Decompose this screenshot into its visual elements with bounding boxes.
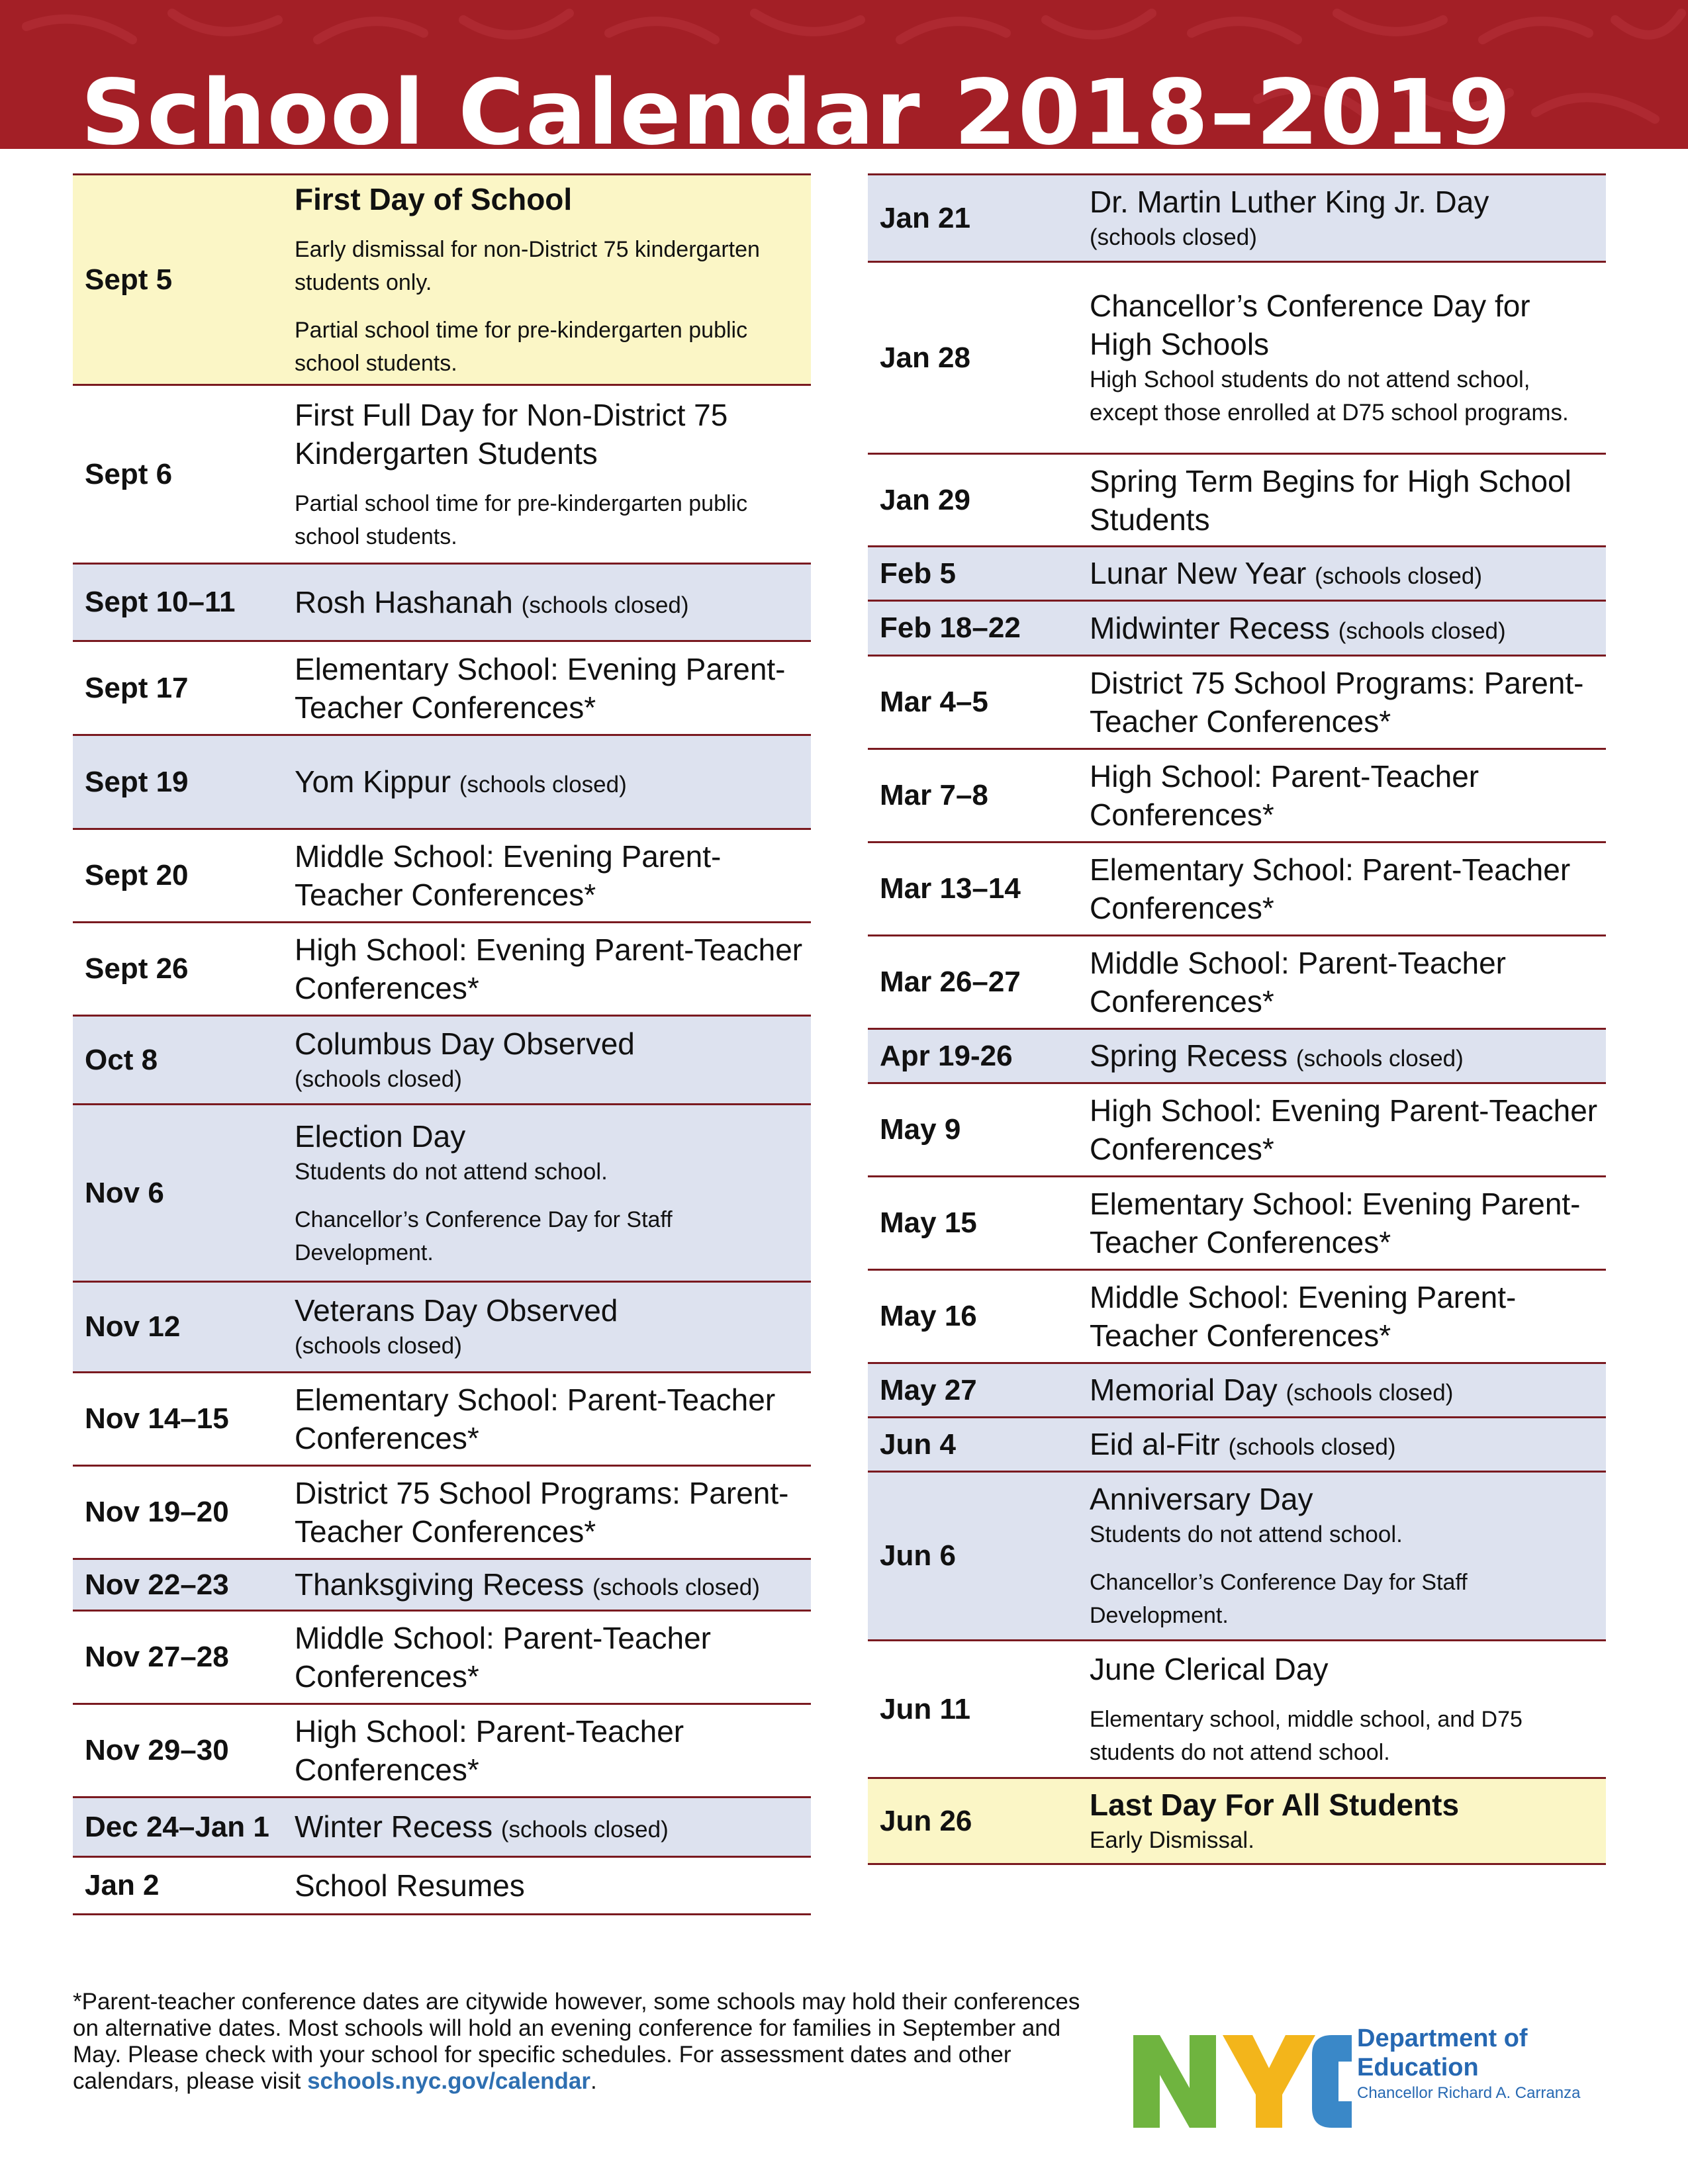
- calendar-row: [73, 1856, 811, 1915]
- event-description: [1090, 1036, 1599, 1075]
- event-description: [295, 1712, 804, 1789]
- event-note: Chancellor’s Conference Day for Staff Development.: [295, 1206, 673, 1265]
- calendar-row: [868, 261, 1606, 453]
- event-title: Thanksgiving Recess: [295, 1567, 585, 1602]
- event-note: Elementary school, middle school, and D75 students do not attend school.: [1090, 1706, 1523, 1765]
- event-title: June Clerical Day: [1090, 1651, 1329, 1686]
- event-title: Elementary School: Evening Parent-Teacher Conferences*: [1090, 1187, 1581, 1259]
- event-description: [1090, 1480, 1599, 1632]
- event-description: [295, 1024, 804, 1096]
- calendar-link[interactable]: schools.nyc.gov/calendar: [307, 2068, 591, 2094]
- event-title: Spring Recess: [1090, 1038, 1288, 1073]
- event-date: Sept 20: [85, 859, 189, 891]
- event-subtitle: Early Dismissal.: [1090, 1827, 1254, 1853]
- event-description: [295, 1117, 804, 1269]
- event-title: District 75 School Programs: Parent-Teacher Conferences*: [1090, 666, 1584, 739]
- calendar-row: [73, 921, 811, 1015]
- event-description: [295, 1807, 804, 1846]
- event-description: [295, 180, 804, 380]
- event-description: [295, 762, 804, 801]
- event-subtitle: (schools closed): [295, 1333, 462, 1359]
- event-note: Early dismissal for non-District 75 kindergarten students only.: [295, 236, 760, 295]
- calendar-row: [73, 563, 811, 640]
- event-date: Nov 19–20: [85, 1496, 229, 1528]
- event-date: Sept 6: [85, 457, 173, 490]
- event-date: Sept 17: [85, 671, 189, 704]
- event-description: [1090, 944, 1599, 1021]
- event-description: [295, 650, 804, 727]
- event-date: Jun 26: [880, 1804, 972, 1837]
- event-subtitle: (schools closed): [295, 1066, 462, 1092]
- event-title: Middle School: Parent-Teacher Conferences*: [1090, 946, 1506, 1019]
- calendar-row: [868, 1362, 1606, 1416]
- event-date: May 27: [880, 1373, 977, 1406]
- event-date: May 9: [880, 1113, 961, 1146]
- calendar-row: [868, 1416, 1606, 1471]
- event-status: (schools closed): [1295, 1046, 1464, 1071]
- event-description: [1090, 183, 1599, 254]
- event-title: High School: Parent-Teacher Conferences*: [295, 1714, 684, 1787]
- event-description: [1090, 1786, 1599, 1857]
- calendar-column-right: [868, 173, 1606, 1865]
- event-note: Partial school time for pre-kindergarten public school students.: [295, 490, 748, 549]
- calendar-row: [868, 600, 1606, 655]
- event-date: Nov 12: [85, 1310, 181, 1343]
- event-title: Eid al-Fitr: [1090, 1427, 1220, 1461]
- calendar-row: [868, 1639, 1606, 1777]
- event-date: Nov 27–28: [85, 1641, 229, 1673]
- event-title: Midwinter Recess: [1090, 610, 1330, 645]
- event-description: [1090, 1185, 1599, 1261]
- event-description: [1090, 850, 1599, 927]
- event-title: Last Day For All Students: [1090, 1787, 1460, 1822]
- event-description: [295, 1565, 804, 1604]
- event-title: Elementary School: Parent-Teacher Conferences*: [1090, 852, 1571, 925]
- event-title: Middle School: Parent-Teacher Conferences*: [295, 1621, 711, 1694]
- event-description: [1090, 757, 1599, 834]
- calendar-row: [73, 1703, 811, 1796]
- event-date: Mar 7–8: [880, 779, 988, 811]
- event-description: [295, 1619, 804, 1696]
- event-title: Middle School: Evening Parent-Teacher Conferences*: [1090, 1280, 1517, 1353]
- event-description: [295, 1474, 804, 1551]
- calendar-row: [868, 841, 1606, 934]
- event-date: Sept 26: [85, 952, 189, 985]
- event-title: High School: Parent-Teacher Conferences*: [1090, 759, 1479, 832]
- event-description: [1090, 1278, 1599, 1355]
- event-date: May 15: [880, 1206, 977, 1239]
- event-date: Jun 6: [880, 1539, 956, 1572]
- event-subtitle: (schools closed): [1090, 224, 1257, 250]
- footnote: [73, 1989, 1086, 2095]
- calendar-row: [73, 1558, 811, 1610]
- calendar-row: [868, 934, 1606, 1028]
- event-note: Chancellor’s Conference Day for Staff Development.: [1090, 1570, 1468, 1628]
- calendar-row: [73, 384, 811, 563]
- event-description: [295, 1381, 804, 1457]
- calendar-row: [868, 545, 1606, 600]
- calendar-row: [73, 1103, 811, 1281]
- event-date: Nov 6: [85, 1176, 164, 1209]
- calendar-column-left: [73, 173, 811, 1915]
- event-status: (schools closed): [521, 592, 689, 618]
- calendar-row: [868, 748, 1606, 841]
- event-title: Yom Kippur: [295, 764, 451, 799]
- event-description: [295, 583, 804, 622]
- calendar-row: [73, 1796, 811, 1856]
- calendar-row: [73, 828, 811, 921]
- event-title: Dr. Martin Luther King Jr. Day: [1090, 184, 1489, 219]
- event-description: [1090, 609, 1599, 648]
- calendar-row: [868, 453, 1606, 545]
- calendar-row: [868, 1082, 1606, 1175]
- event-title: School Resumes: [295, 1868, 525, 1903]
- event-description: [1090, 1091, 1599, 1168]
- calendar-row: [73, 734, 811, 828]
- event-status: (schools closed): [1286, 1380, 1454, 1406]
- event-description: [295, 1866, 804, 1905]
- event-date: Sept 19: [85, 765, 189, 798]
- calendar-row: [73, 1465, 811, 1558]
- event-date: Nov 29–30: [85, 1734, 229, 1766]
- logo-line-1: Department of: [1357, 2025, 1528, 2052]
- event-date: Dec 24–Jan 1: [85, 1810, 269, 1843]
- event-description: [295, 837, 804, 914]
- logo-line-2: Education: [1357, 2054, 1479, 2081]
- event-description: [295, 396, 804, 553]
- calendar-row: [868, 173, 1606, 261]
- event-date: Sept 5: [85, 263, 173, 296]
- event-status: (schools closed): [1338, 617, 1506, 644]
- event-title: First Day of School: [295, 181, 573, 216]
- event-title: Winter Recess: [295, 1809, 493, 1844]
- event-description: [1090, 1425, 1599, 1464]
- event-subtitle: High School students do not attend school, except those enrolled at D75 school programs.: [1090, 366, 1569, 426]
- event-date: Jun 4: [880, 1428, 956, 1461]
- event-title: District 75 School Programs: Parent-Teacher Conferences*: [295, 1476, 789, 1549]
- event-date: Mar 13–14: [880, 872, 1021, 905]
- calendar-row: [868, 1777, 1606, 1865]
- logo-line-3: Chancellor Richard A. Carranza: [1357, 2084, 1581, 2102]
- event-description: [1090, 554, 1599, 593]
- calendar-row: [868, 1269, 1606, 1362]
- calendar-row: [73, 640, 811, 734]
- event-date: Oct 8: [85, 1043, 158, 1076]
- event-title: Anniversary Day: [1090, 1482, 1313, 1516]
- event-date: Nov 22–23: [85, 1568, 229, 1601]
- event-date: Jan 28: [880, 341, 970, 374]
- header-banner: [0, 0, 1688, 149]
- event-note: Partial school time for pre-kindergarten public school students.: [295, 317, 748, 376]
- calendar-row: [868, 655, 1606, 748]
- event-date: Sept 10–11: [85, 586, 236, 618]
- event-description: [1090, 462, 1599, 539]
- event-date: Feb 18–22: [880, 612, 1021, 644]
- event-date: Jan 2: [85, 1869, 160, 1901]
- event-date: Jan 21: [880, 201, 970, 234]
- event-status: (schools closed): [459, 772, 627, 797]
- event-description: [1090, 1650, 1599, 1769]
- event-subtitle: Students do not attend school.: [1090, 1522, 1403, 1547]
- event-description: [1090, 287, 1599, 430]
- calendar-row: [868, 1175, 1606, 1269]
- calendar-row: [868, 1471, 1606, 1639]
- event-status: (schools closed): [500, 1817, 669, 1843]
- event-status: (schools closed): [1228, 1434, 1396, 1460]
- event-status: (schools closed): [592, 1574, 760, 1600]
- calendar-row: [73, 1610, 811, 1703]
- event-title: First Full Day for Non-District 75 Kindergarten Students: [295, 397, 728, 471]
- event-title: Lunar New Year: [1090, 556, 1307, 590]
- event-title: Veterans Day Observed: [295, 1293, 618, 1328]
- event-title: Spring Term Begins for High School Students: [1090, 463, 1571, 537]
- event-title: High School: Evening Parent-Teacher Conferences*: [295, 933, 803, 1005]
- event-description: [295, 1291, 804, 1363]
- event-title: Middle School: Evening Parent-Teacher Conferences*: [295, 839, 722, 912]
- event-status: (schools closed): [1315, 563, 1483, 589]
- logo-text: [1357, 2024, 1581, 2105]
- event-description: [1090, 1371, 1599, 1410]
- event-date: Apr 19-26: [880, 1039, 1013, 1072]
- event-date: Jan 29: [880, 483, 970, 516]
- event-title: Columbus Day Observed: [295, 1026, 635, 1061]
- event-title: Elementary School: Parent-Teacher Conferences*: [295, 1383, 776, 1455]
- event-date: Nov 14–15: [85, 1402, 229, 1435]
- nyc-logo-mark: [1133, 2035, 1352, 2128]
- calendar-row: [73, 1015, 811, 1103]
- event-date: Feb 5: [880, 557, 956, 590]
- calendar-row: [73, 1371, 811, 1465]
- event-title: High School: Evening Parent-Teacher Conferences*: [1090, 1093, 1598, 1166]
- footnote-end: .: [590, 2068, 597, 2094]
- event-date: Mar 26–27: [880, 966, 1021, 998]
- event-title: Memorial Day: [1090, 1373, 1278, 1407]
- event-title: Rosh Hashanah: [295, 584, 513, 619]
- event-title: Election Day: [295, 1118, 466, 1154]
- event-title: Elementary School: Evening Parent-Teacher Conferences*: [295, 651, 786, 725]
- calendar-row: [868, 1028, 1606, 1082]
- page-title: School Calendar 2018–2019: [81, 61, 1513, 149]
- event-date: May 16: [880, 1300, 977, 1332]
- event-description: [1090, 664, 1599, 741]
- event-subtitle: Students do not attend school.: [295, 1158, 608, 1185]
- footnote-text: *Parent-teacher conference dates are citywide however, some schools may hold their conferences on alternative dates. Most schools will hold an evening conference for families in September and May. Please check with your school for specific schedules. For assessment dates and other calendars, please visit: [73, 1989, 1080, 2094]
- event-date: Mar 4–5: [880, 686, 988, 718]
- calendar-row: [73, 1281, 811, 1371]
- calendar-row: [73, 173, 811, 384]
- event-date: Jun 11: [880, 1692, 970, 1725]
- event-title: Chancellor’s Conference Day for High Schools: [1090, 288, 1530, 361]
- event-description: [295, 931, 804, 1007]
